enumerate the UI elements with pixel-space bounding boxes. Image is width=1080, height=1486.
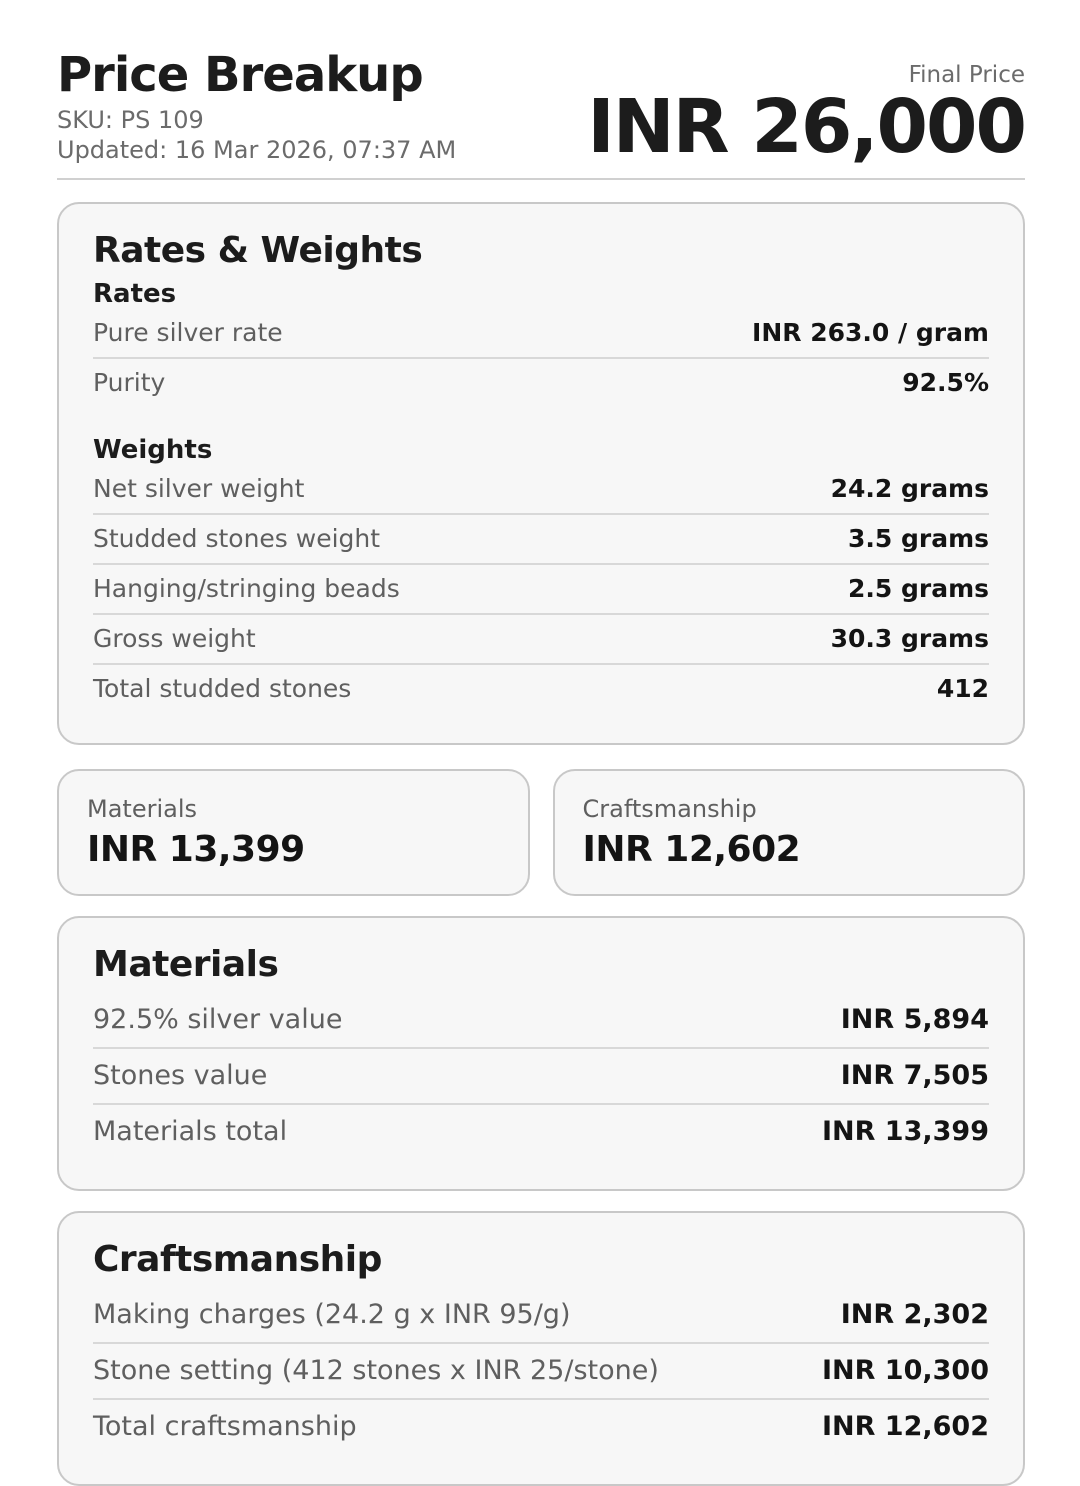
row-label: 92.5% silver value xyxy=(93,1004,343,1036)
row-value: INR 12,602 xyxy=(821,1411,989,1443)
summary-value: INR 13,399 xyxy=(87,829,305,871)
table-row xyxy=(93,515,989,565)
row-value: 30.3 grams xyxy=(830,624,989,654)
row-label: Stones value xyxy=(93,1060,268,1092)
table-row xyxy=(93,1344,989,1400)
table-row xyxy=(93,1105,989,1159)
table-row xyxy=(93,615,989,665)
materials-rows xyxy=(93,993,989,1159)
row-value: INR 5,894 xyxy=(840,1004,989,1036)
final-price-block xyxy=(587,62,1025,171)
row-label: Hanging/stringing beads xyxy=(93,574,400,604)
row-value: 92.5% xyxy=(902,368,989,398)
summary-cards-row xyxy=(57,769,1025,896)
page-title: Price Breakup xyxy=(57,47,423,103)
materials-title: Materials xyxy=(93,944,279,986)
final-price-label: Final Price xyxy=(908,62,1025,89)
table-row xyxy=(93,309,989,359)
row-label: Stone setting (412 stones x INR 25/stone) xyxy=(93,1355,659,1387)
summary-label: Craftsmanship xyxy=(582,795,757,824)
table-row xyxy=(93,565,989,615)
summary-label: Materials xyxy=(87,795,198,824)
weights-rows xyxy=(93,465,989,713)
row-value: INR 13,399 xyxy=(821,1116,989,1148)
row-label: Gross weight xyxy=(93,624,256,654)
materials-summary-card xyxy=(57,769,530,896)
table-row xyxy=(93,665,989,713)
row-value: 2.5 grams xyxy=(847,574,989,604)
row-label: Total studded stones xyxy=(93,674,352,704)
summary-value: INR 12,602 xyxy=(582,829,801,871)
craftsmanship-card xyxy=(57,1211,1025,1486)
row-value: INR 263.0 / gram xyxy=(752,318,989,348)
row-value: INR 7,505 xyxy=(840,1060,989,1092)
table-row xyxy=(93,1288,989,1344)
row-label: Materials total xyxy=(93,1116,288,1148)
updated-timestamp: Updated: 16 Mar 2026, 07:37 AM xyxy=(57,136,457,165)
row-value: 24.2 grams xyxy=(830,474,989,504)
table-row xyxy=(93,465,989,515)
rates-weights-title: Rates & Weights xyxy=(93,230,423,272)
row-value: 412 xyxy=(936,674,989,704)
row-value: INR 2,302 xyxy=(840,1299,989,1331)
row-value: INR 10,300 xyxy=(821,1355,989,1387)
craftsmanship-title: Craftsmanship xyxy=(93,1239,382,1281)
sku-text: SKU: PS 109 xyxy=(57,105,204,134)
craftsmanship-summary-card xyxy=(553,769,1026,896)
header-divider xyxy=(57,178,1025,180)
row-label: Making charges (24.2 g x INR 95/g) xyxy=(93,1299,571,1331)
table-row xyxy=(93,993,989,1049)
rates-section-heading: Rates xyxy=(93,279,177,310)
row-label: Purity xyxy=(93,368,166,398)
page-header xyxy=(57,47,1025,171)
row-label: Total craftsmanship xyxy=(93,1411,357,1443)
weights-section-heading: Weights xyxy=(93,435,213,466)
row-label: Studded stones weight xyxy=(93,524,381,554)
craftsmanship-rows xyxy=(93,1288,989,1454)
row-label: Pure silver rate xyxy=(93,318,283,348)
rates-rows xyxy=(93,309,989,407)
header-left xyxy=(57,47,457,165)
final-price-value: INR 26,000 xyxy=(587,84,1025,171)
rates-weights-card xyxy=(57,202,1025,745)
row-value: 3.5 grams xyxy=(847,524,989,554)
table-row xyxy=(93,1049,989,1105)
materials-card xyxy=(57,916,1025,1191)
row-label: Net silver weight xyxy=(93,474,305,504)
table-row xyxy=(93,1400,989,1454)
table-row xyxy=(93,359,989,407)
